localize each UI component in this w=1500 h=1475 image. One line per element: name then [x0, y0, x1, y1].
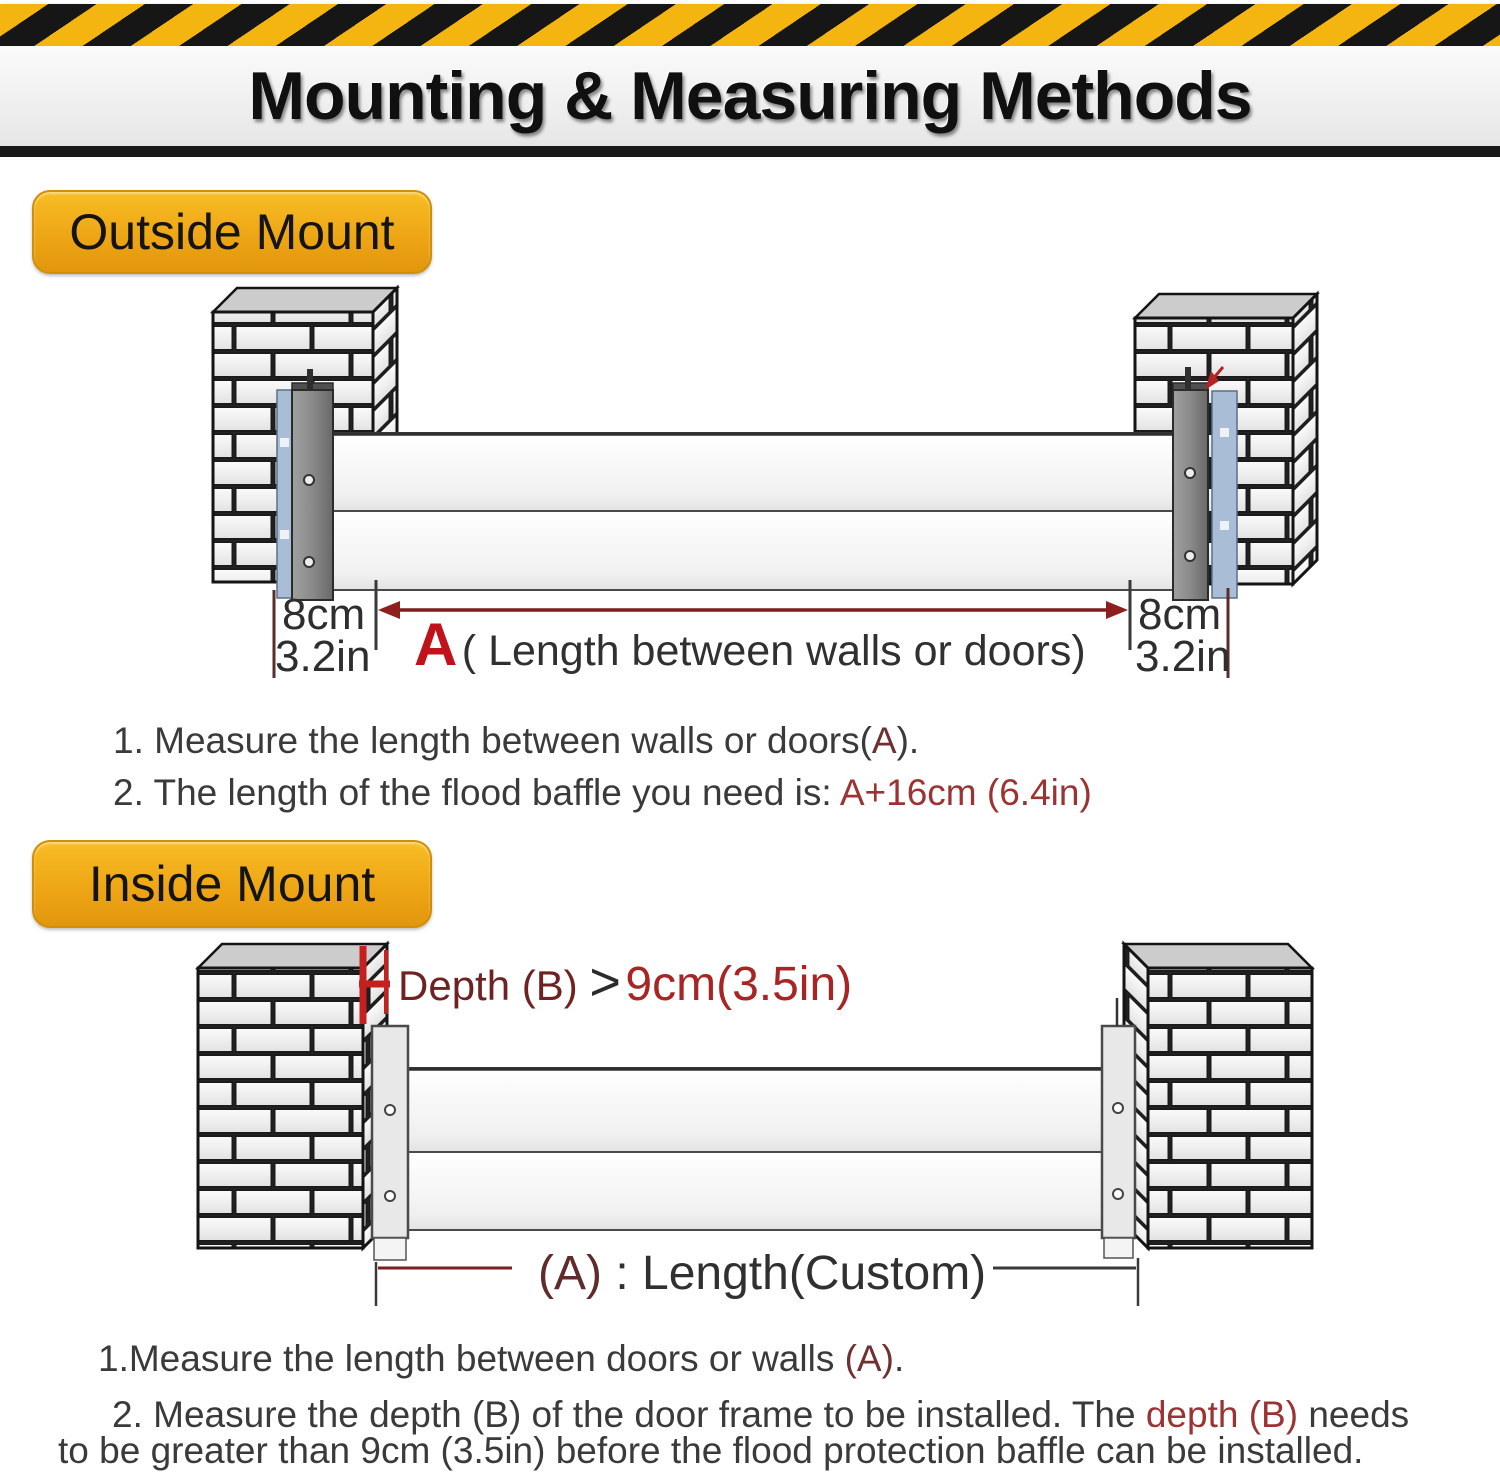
step-text: 2. Measure the depth (B) of the door frame to be installed. The	[112, 1394, 1146, 1435]
caution-tape-stripes	[0, 4, 1500, 48]
step-text: ).	[896, 720, 920, 761]
arrowhead-left	[378, 601, 400, 619]
screw-hole	[1185, 551, 1195, 561]
depth-label-text: Depth (B)	[398, 962, 590, 1009]
title-band	[0, 46, 1500, 146]
step-highlight: (A)	[844, 1338, 894, 1379]
step-highlight: depth (B)	[1145, 1394, 1299, 1435]
screw-hole	[385, 1105, 395, 1115]
dim-a-text: : Length(Custom)	[615, 1247, 987, 1300]
screw-hole	[385, 1191, 395, 1201]
brick-pillar-left	[198, 944, 387, 1248]
screw-hole	[304, 557, 314, 567]
dim-a-text: ( Length between walls or doors)	[461, 627, 1086, 675]
inside-step-2-line-2	[58, 1430, 1363, 1472]
outside-mount-badge: Outside Mount	[32, 190, 432, 274]
step-text: 1. Measure the length between walls or doors(	[113, 720, 872, 761]
screw-hole	[1113, 1103, 1123, 1113]
channel-foot	[1104, 1238, 1133, 1258]
flood-barrier-panels	[333, 433, 1173, 590]
dim-right-cm-label: 8cm	[1138, 590, 1222, 639]
dim-a-label	[538, 1247, 986, 1300]
dim-left-cm-label: 8cm	[282, 590, 366, 639]
greater-than-sign: >	[589, 952, 621, 1012]
outside-mount-diagram	[0, 280, 1500, 700]
anchor-slot	[307, 369, 313, 391]
anchor-slot	[1185, 367, 1191, 391]
dim-a-label	[414, 611, 1086, 678]
step-text: to be greater than 9cm (3.5in) before the flood protection baffle can be installed.	[58, 1430, 1364, 1471]
inside-mount-diagram	[0, 935, 1500, 1315]
arrowhead-right	[1106, 601, 1128, 619]
flood-barrier-panels	[408, 1068, 1102, 1230]
screw-hole	[1185, 468, 1195, 478]
mounting-channel-left	[292, 369, 333, 600]
step-text: 1.Measure the length between doors or walls	[98, 1338, 845, 1379]
channel-foot	[374, 1238, 406, 1260]
gasket-strip-right	[1212, 391, 1237, 598]
inside-mount-badge: Inside Mount	[32, 840, 432, 928]
dim-a-letter: A	[414, 611, 458, 678]
step-text: 2. The length of the flood baffle you need is:	[113, 772, 840, 813]
depth-value: 9cm(3.5in)	[625, 958, 853, 1011]
step-text: .	[893, 1338, 905, 1379]
gasket-strip-left	[277, 390, 292, 598]
screw-hole	[304, 475, 314, 485]
dim-a-letter: (A)	[538, 1247, 602, 1300]
step-highlight: A	[871, 720, 897, 761]
brick-pillar-right	[1124, 944, 1312, 1248]
inside-step-1	[98, 1338, 904, 1380]
screw-hole	[1113, 1189, 1123, 1199]
dim-left-in-label: 3.2in	[275, 632, 371, 681]
step-text: needs	[1298, 1394, 1410, 1435]
mounting-channel-left	[372, 1026, 408, 1260]
page-title: Mounting & Measuring Methods	[248, 58, 1252, 134]
outside-step-1	[113, 720, 919, 762]
mounting-channel-right	[1173, 367, 1208, 600]
header-divider	[0, 146, 1500, 157]
depth-label	[398, 952, 852, 1012]
mounting-channel-right	[1102, 998, 1135, 1258]
dim-right-in-label: 3.2in	[1135, 632, 1231, 681]
step-highlight: A+16cm (6.4in)	[839, 772, 1092, 813]
outside-step-2	[113, 772, 1092, 814]
